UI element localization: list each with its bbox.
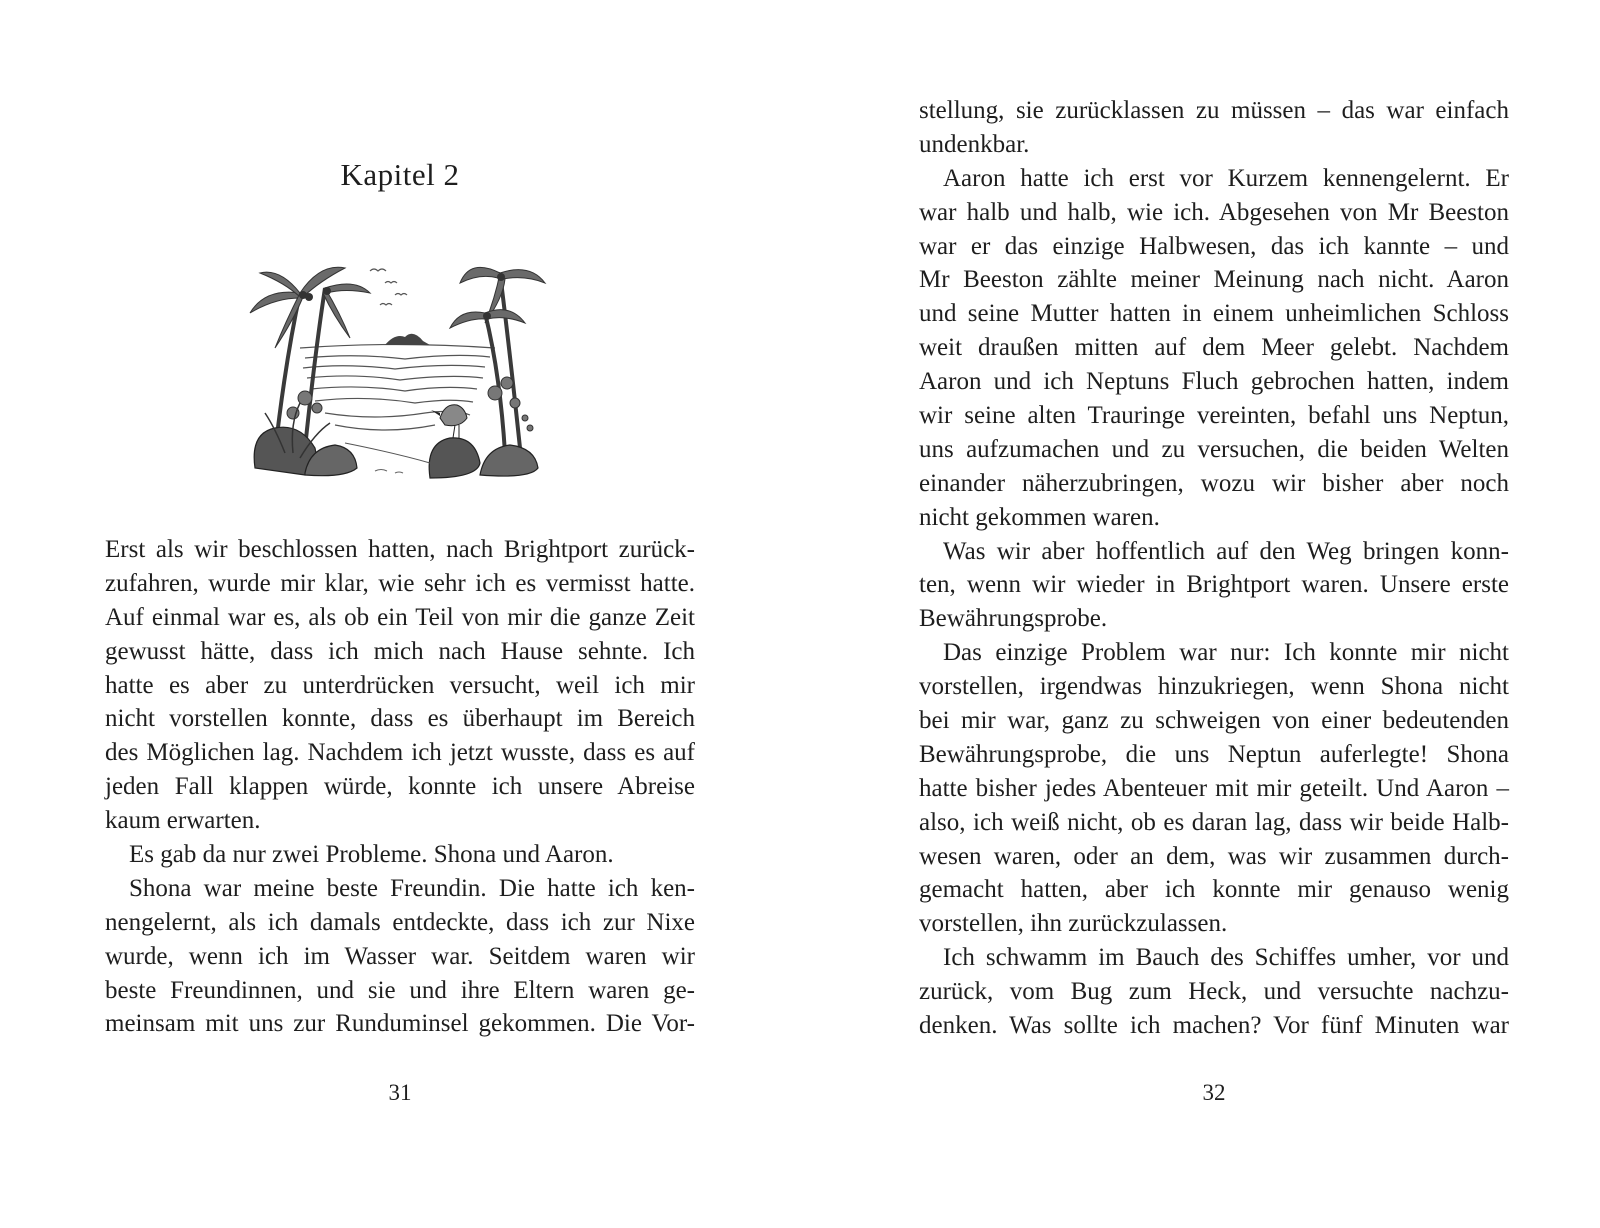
text-line: Ich schwamm im Bauch des Schiffes umher, vor und <box>943 944 1509 972</box>
text-line: einander näherzubringen, wozu wir bisher aber noch <box>919 469 1509 497</box>
text-line: vorstellen, ihn zurückzulassen. <box>919 910 1228 938</box>
text-line: gemacht hatten, aber ich konnte mir genauso wenig <box>919 876 1509 904</box>
text-line: kaum erwarten. <box>105 807 261 835</box>
text-line: stellung, sie zurücklassen zu müssen – das war einfach <box>919 97 1509 124</box>
text-line: ten, wenn wir wieder in Brightport waren. Unsere erste <box>919 571 1509 599</box>
text-line: undenkbar. <box>919 130 1030 158</box>
text-line: hatte es aber zu unterdrücken versucht, weil ich mir <box>105 671 695 699</box>
text-line: wurde, wenn ich im Wasser war. Seitdem waren wir <box>105 942 695 970</box>
beach-illustration-icon <box>245 253 555 483</box>
right-page <box>919 0 1509 1228</box>
text-line: vorstellen, irgendwas hinzukriegen, wenn Shona nicht <box>919 673 1509 701</box>
page-number: 31 <box>388 1080 412 1105</box>
page-number: 32 <box>1202 1080 1226 1105</box>
left-page-body-text <box>105 533 695 1041</box>
text-line: Was wir aber hoffentlich auf den Weg bringen konn- <box>943 537 1509 565</box>
text-line: nicht gekommen waren. <box>919 503 1160 531</box>
text-line: hatte bisher jedes Abenteuer mit mir geteilt. Und Aaron – <box>919 774 1509 802</box>
text-line: also, ich weiß nicht, ob es daran lag, dass wir beide Halb- <box>919 808 1509 836</box>
text-line: Aaron und ich Neptuns Fluch gebrochen hatten, indem <box>919 368 1509 396</box>
text-line: zufahren, wurde mir klar, wie sehr ich es vermisst hatte. <box>105 569 695 597</box>
text-line: wir seine alten Trauringe vereinten, befahl uns Neptun, <box>919 402 1509 430</box>
text-line: denken. Was sollte ich machen? Vor fünf Minuten war <box>919 1012 1509 1040</box>
text-line: Shona war meine beste Freundin. Die hatte ich ken- <box>129 874 695 902</box>
text-line: und seine Mutter hatten in einem unheimlichen Schloss <box>919 300 1509 328</box>
text-line: beste Freundinnen, und sie und ihre Eltern waren ge- <box>105 976 695 1004</box>
text-line: war halb und halb, wie ich. Abgesehen von Mr Beeston <box>919 198 1509 226</box>
chapter-title: Kapitel 2 <box>340 157 460 192</box>
text-line: nicht vorstellen konnte, dass es überhaupt im Bereich <box>105 705 695 733</box>
text-line: weit draußen mitten auf dem Meer gelebt. Nachdem <box>919 334 1509 362</box>
text-line: bei mir war, ganz zu schweigen von einer bedeutenden <box>919 707 1509 735</box>
text-line: Auf einmal war es, als ob ein Teil von mir die ganze Zeit <box>105 603 695 631</box>
text-line: Mr Beeston zählte meiner Meinung nach nicht. Aaron <box>919 266 1509 294</box>
text-line: zurück, vom Bug zum Heck, und versuchte nachzu- <box>919 978 1509 1006</box>
text-line: nengelernt, als ich damals entdeckte, dass ich zur Nixe <box>105 908 695 936</box>
text-line: jeden Fall klappen würde, konnte ich unsere Abreise <box>105 773 695 801</box>
text-line: des Möglichen lag. Nachdem ich jetzt wusste, dass es auf <box>105 739 695 767</box>
text-line: Bewährungsprobe. <box>919 605 1108 633</box>
text-line: uns aufzumachen und zu versuchen, die beiden Welten <box>919 435 1509 463</box>
text-line: Aaron hatte ich erst vor Kurzem kennengelernt. Er <box>943 164 1509 192</box>
left-page <box>105 0 695 1228</box>
text-line: Das einzige Problem war nur: Ich konnte mir nicht <box>943 639 1509 667</box>
text-line: Bewährungsprobe, die uns Neptun auferlegte! Shona <box>919 740 1509 768</box>
text-line: war er das einzige Halbwesen, das ich kannte – und <box>919 232 1509 260</box>
text-line: Erst als wir beschlossen hatten, nach Brightport zurück- <box>105 536 695 563</box>
text-line: Es gab da nur zwei Probleme. Shona und Aaron. <box>129 841 614 869</box>
right-page-body-text <box>919 94 1509 1043</box>
text-line: gewusst hätte, dass ich mich nach Hause sehnte. Ich <box>105 637 695 665</box>
text-line: meinsam mit uns zur Runduminsel gekommen. Die Vor- <box>105 1010 695 1038</box>
text-line: wesen waren, oder an dem, was wir zusammen durch- <box>919 842 1509 870</box>
